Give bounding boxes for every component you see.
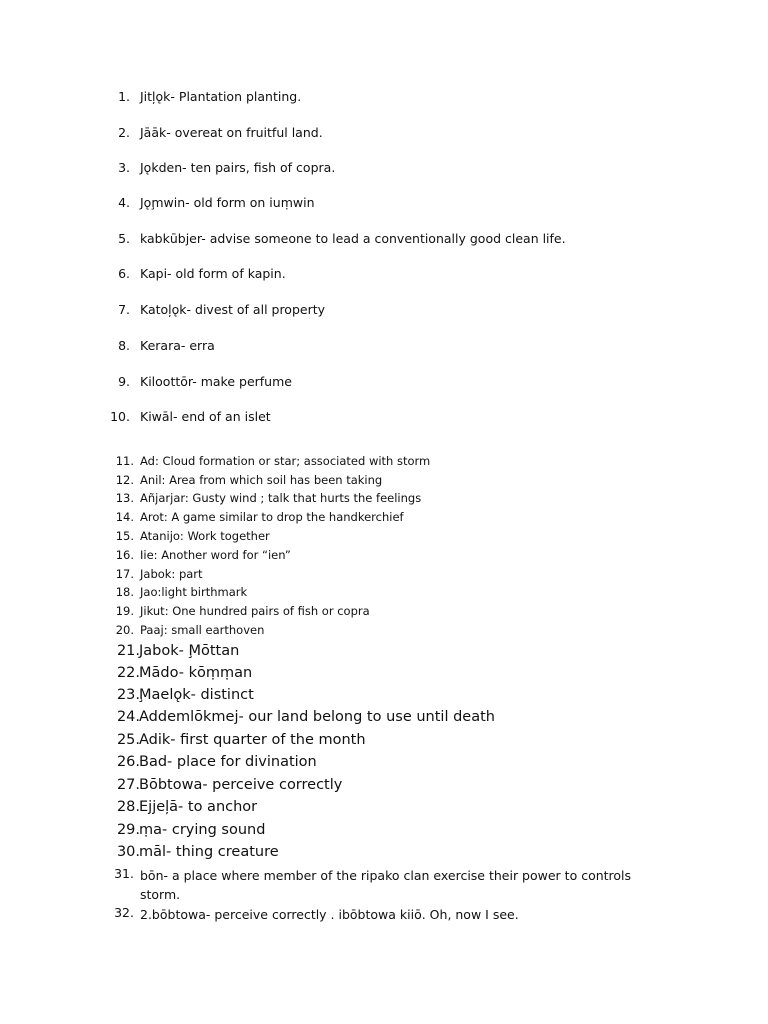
item-number: 14. <box>115 510 134 524</box>
item-text: Kapi- old form of kapin. <box>140 266 286 281</box>
item-text: Addemlōkmej- our land belong to use until death <box>139 709 495 725</box>
item-number: 5. <box>118 231 130 246</box>
item-number: 11. <box>115 454 134 468</box>
item-text: Ejjeļā- to anchor <box>139 799 258 815</box>
item-text: Ad: Cloud formation or star; associated with storm <box>140 454 431 468</box>
item-text: Kerara- erra <box>140 338 215 353</box>
item-text: Añjarjar: Gusty wind ; talk that hurts the feelings <box>140 491 422 505</box>
item-text: Adik- first quarter of the month <box>139 732 366 748</box>
item-number: 17. <box>115 567 134 581</box>
item-text: Arot: A game similar to drop the handkerchief <box>140 510 404 524</box>
item-number: 9. <box>118 374 130 389</box>
item-text: Katoļǫk- divest of all property <box>140 302 326 317</box>
item-text: ṃa- crying sound <box>139 822 266 838</box>
item-number: 13. <box>115 491 134 505</box>
item-number: 30. <box>116 844 140 860</box>
item-number: 2. <box>118 125 130 140</box>
item-text: Jabok: part <box>140 567 203 581</box>
item-number: 4. <box>118 195 130 210</box>
item-text: kabkūbjer- advise someone to lead a conventionally good clean life. <box>140 231 566 246</box>
item-text: Jabok- M̧ōttan <box>139 643 240 659</box>
item-text: Atanijo: Work together <box>140 529 270 543</box>
item-text: Anil: Area from which soil has been taking <box>140 473 383 487</box>
item-text: Jao:light birthmark <box>140 585 248 599</box>
item-number: 24. <box>116 709 140 725</box>
item-text: Jǫm̧win- old form on iuṃwin <box>140 195 315 210</box>
item-text: M̧aelǫk- distinct <box>139 687 254 703</box>
item-text: Bōbtowa- perceive correctly <box>139 777 343 793</box>
item-number: 1. <box>118 89 130 104</box>
item-text: Kiloottōr- make perfume <box>140 374 292 389</box>
item-number: 25. <box>116 732 140 748</box>
item-text: Jāāk- overeat on fruitful land. <box>140 125 323 140</box>
item-number: 32. <box>114 905 134 920</box>
item-number: 22. <box>116 665 140 681</box>
item-number: 18. <box>115 585 134 599</box>
item-number: 3. <box>118 160 130 175</box>
item-text: Jikut: One hundred pairs of fish or copra <box>140 604 370 618</box>
item-number: 20. <box>115 623 134 637</box>
item-number: 15. <box>115 529 134 543</box>
item-number: 12. <box>115 473 134 487</box>
item-number: 7. <box>118 302 130 317</box>
item-number: 26. <box>116 754 140 770</box>
item-text: māl- thing creature <box>139 844 279 860</box>
item-text: bōn- a place where member of the ripako clan exercise their power to controls storm. <box>140 868 632 902</box>
item-text: Bad- place for divination <box>139 754 317 770</box>
item-text: Iie: Another word for “ien” <box>140 548 291 562</box>
item-number: 10. <box>110 409 130 424</box>
item-text: Jǫkden- ten pairs, fish of copra. <box>140 160 336 175</box>
item-text: Jitļǫk- Plantation planting. <box>140 89 302 104</box>
item-number: 27. <box>116 777 140 793</box>
item-number: 6. <box>118 266 130 281</box>
item-text: 2.bōbtowa- perceive correctly . ibōbtowa kiiō. Oh, now I see. <box>140 907 519 922</box>
item-number: 8. <box>118 338 130 353</box>
item-number: 23. <box>116 687 140 703</box>
item-number: 28. <box>116 799 140 815</box>
item-number: 21. <box>116 643 140 659</box>
item-number: 19. <box>115 604 134 618</box>
item-text: Paaj: small earthoven <box>140 623 265 637</box>
item-text: Mādo- kōṃṃan <box>139 665 253 681</box>
item-text: Kiwāl- end of an islet <box>140 409 271 424</box>
item-number: 31. <box>114 866 134 881</box>
item-number: 16. <box>115 548 134 562</box>
item-number: 29. <box>116 822 140 838</box>
